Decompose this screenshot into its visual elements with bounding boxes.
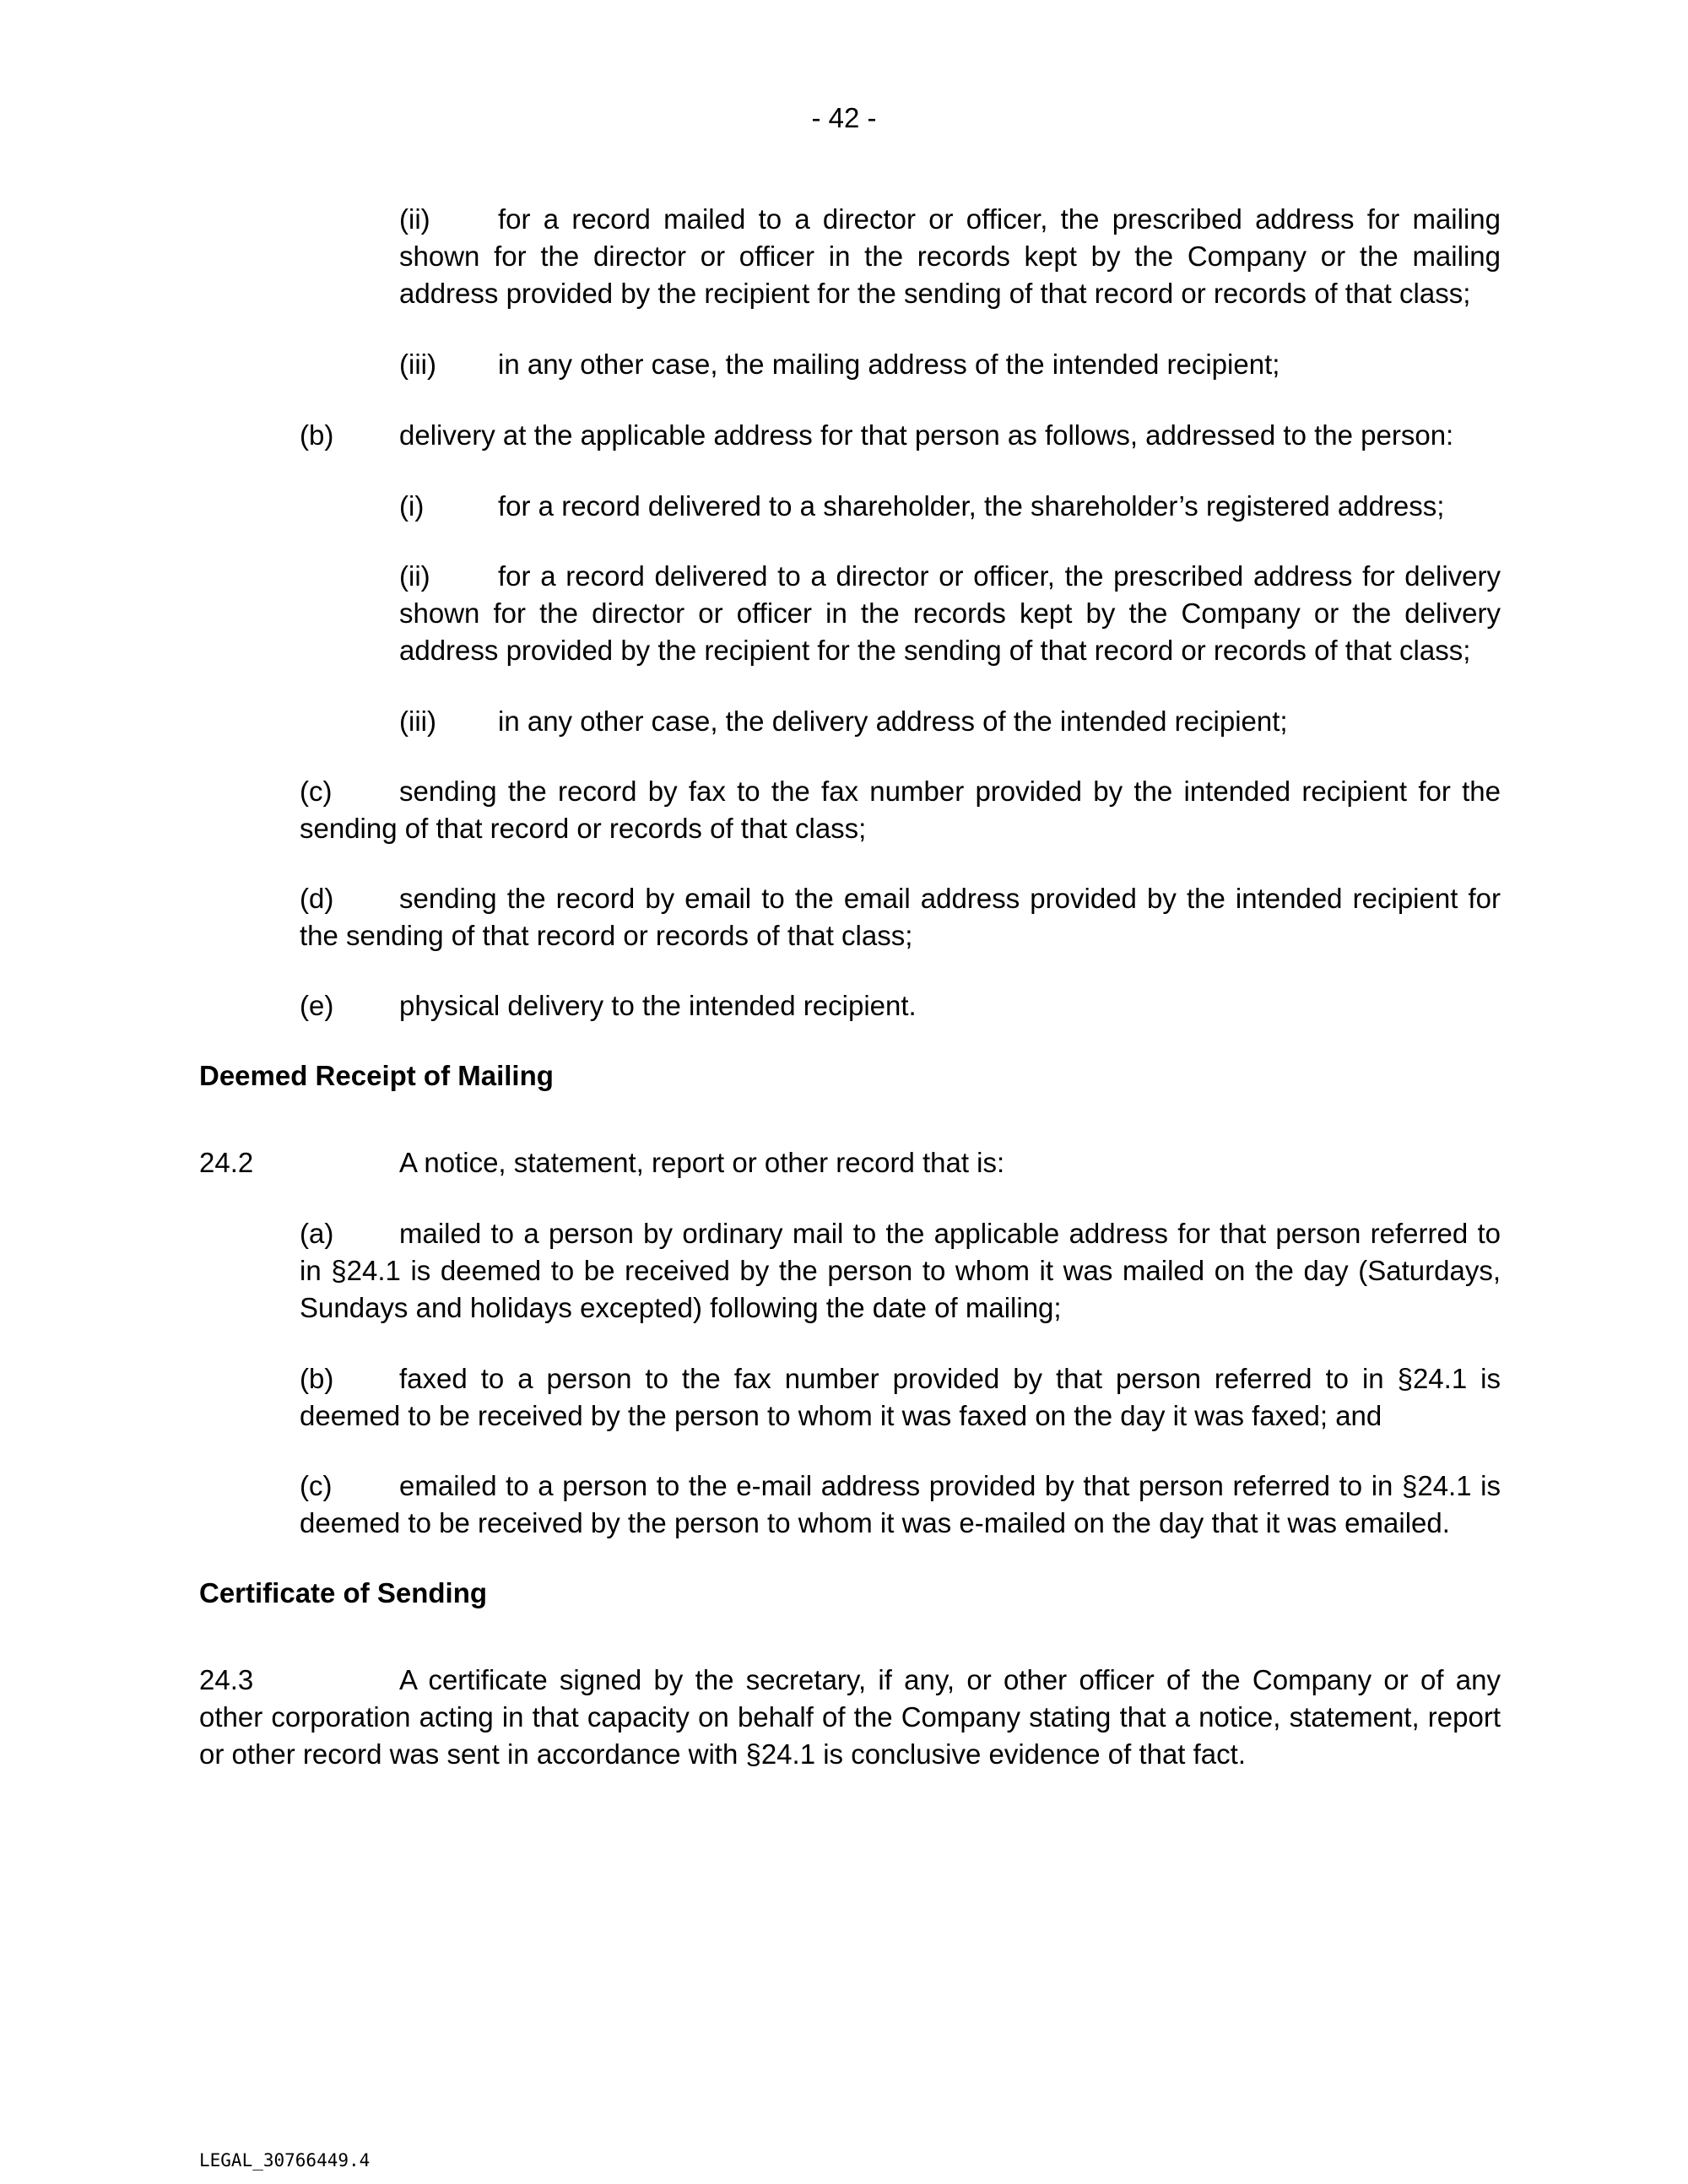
section-24-3 — [199, 1662, 1501, 1773]
item-label: (iii) — [399, 705, 436, 737]
item-label: (e) — [300, 990, 334, 1021]
item-a-iii — [399, 346, 1501, 383]
item-text-line: for a record delivered to a shareholder, the shareholder’s registered address; — [498, 490, 1445, 522]
item-text-line: Sundays and holidays excepted) following the date of mailing; — [300, 1292, 1062, 1323]
item-text-line: delivery at the applicable address for that person as follows, addressed to the person: — [399, 419, 1454, 451]
item-b — [300, 417, 1501, 454]
section-number: 24.2 — [199, 1147, 254, 1178]
item-text-line: in any other case, the mailing address of the intended recipient; — [498, 349, 1280, 380]
item-a-ii — [399, 201, 1501, 312]
item-label: (b) — [300, 1363, 334, 1394]
item-text-line: faxed to a person to the fax number provided by that person referred to in §24.1 is — [399, 1363, 1501, 1394]
section-heading-deemed-receipt: Deemed Receipt of Mailing — [199, 1060, 554, 1091]
item-label: (b) — [300, 419, 334, 451]
item-text-line: sending the record by fax to the fax number provided by the intended recipient for the — [399, 776, 1501, 807]
section-text-line: other corporation acting in that capacity on behalf of the Company stating that a notice, statement, report — [199, 1701, 1501, 1733]
item-label: (ii) — [399, 203, 430, 235]
section-24-2 — [199, 1144, 1501, 1181]
item-text-line: physical delivery to the intended recipient. — [399, 990, 917, 1021]
item-label: (d) — [300, 883, 334, 914]
item-b-i — [399, 488, 1501, 525]
item-24-2-b — [300, 1360, 1501, 1435]
item-text-line: shown for the director or officer in the records kept by the Company or the delivery — [399, 597, 1501, 629]
item-b-iii — [399, 703, 1501, 740]
item-d — [300, 880, 1501, 954]
item-text-line: in §24.1 is deemed to be received by the person to whom it was mailed on the day (Saturdays, — [300, 1255, 1501, 1286]
item-c — [300, 773, 1501, 847]
section-text-line: or other record was sent in accordance with §24.1 is conclusive evidence of that fact. — [199, 1738, 1246, 1770]
item-label: (iii) — [399, 349, 436, 380]
item-label: (a) — [300, 1218, 334, 1249]
item-text-line: sending the record by email to the email address provided by the intended recipient for — [399, 883, 1501, 914]
item-text-line: shown for the director or officer in the records kept by the Company or the mailing — [399, 241, 1501, 272]
item-text-line: deemed to be received by the person to whom it was e-mailed on the day that it was emailed. — [300, 1507, 1450, 1538]
item-24-2-c — [300, 1468, 1501, 1542]
item-text-line: deemed to be received by the person to whom it was faxed on the day it was faxed; and — [300, 1400, 1382, 1431]
item-24-2-a — [300, 1215, 1501, 1327]
section-heading-certificate: Certificate of Sending — [199, 1577, 488, 1608]
item-text-line: for a record mailed to a director or officer, the prescribed address for mailing — [498, 203, 1501, 235]
item-label: (c) — [300, 776, 333, 807]
item-text-line: emailed to a person to the e-mail address provided by that person referred to in §24.1 is — [399, 1470, 1501, 1501]
section-text-line: A certificate signed by the secretary, if any, or other officer of the Company or of any — [399, 1664, 1501, 1695]
item-e — [300, 987, 1501, 1024]
section-number: 24.3 — [199, 1664, 254, 1695]
item-text-line: for a record delivered to a director or officer, the prescribed address for delivery — [498, 560, 1501, 592]
item-label: (i) — [399, 490, 425, 522]
page-number: - 42 - — [811, 102, 877, 133]
item-text-line: address provided by the recipient for the sending of that record or records of that class; — [399, 635, 1471, 666]
item-text-line: address provided by the recipient for the sending of that record or records of that class; — [399, 278, 1471, 309]
item-b-ii — [399, 558, 1501, 669]
section-intro: A notice, statement, report or other record that is: — [399, 1147, 1005, 1178]
item-label: (ii) — [399, 560, 430, 592]
item-text-line: sending of that record or records of that class; — [300, 813, 867, 844]
item-text-line: in any other case, the delivery address of the intended recipient; — [498, 705, 1288, 737]
document-id-footer: LEGAL_30766449.4 — [199, 2150, 371, 2170]
item-label: (c) — [300, 1470, 333, 1501]
item-text-line: mailed to a person by ordinary mail to the applicable address for that person referred to — [399, 1218, 1501, 1249]
item-text-line: the sending of that record or records of that class; — [300, 920, 913, 951]
